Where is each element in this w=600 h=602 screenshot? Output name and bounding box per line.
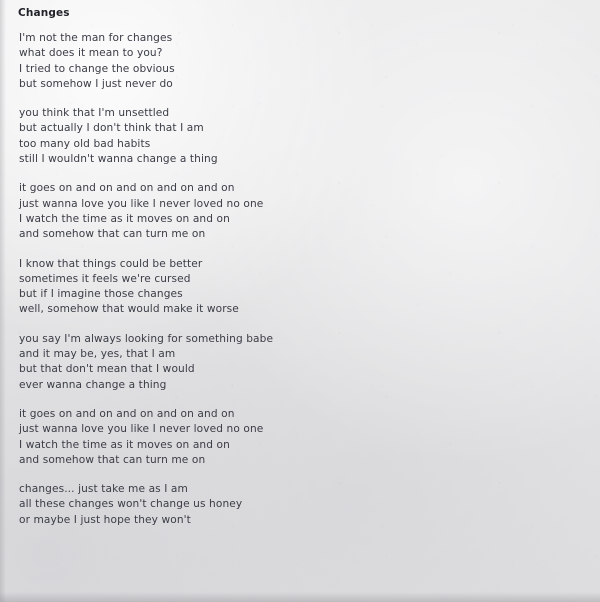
lyric-line: still I wouldn't wanna change a thing (19, 153, 218, 166)
lyric-line: I tried to change the obvious (19, 62, 175, 75)
lyric-line: changes... just take me as I am (19, 483, 188, 496)
lyric-line: ever wanna change a thing (19, 378, 167, 391)
lyric-line: I watch the time as it moves on and on (19, 212, 230, 225)
lyric-line: too many old bad habits (19, 137, 151, 150)
lyric-line: just wanna love you like I never loved no one (19, 197, 264, 210)
song-title: Changes (18, 7, 70, 19)
lyric-line: and somehow that can turn me on (19, 453, 206, 466)
verse (19, 106, 600, 167)
lyric-line: and it may be, yes, that I am (19, 348, 176, 361)
verse (19, 332, 600, 393)
lyric-line: I know that things could be better (19, 257, 203, 270)
lyric-line: it goes on and on and on and on and on (19, 182, 235, 195)
lyric-line: what does it mean to you? (19, 47, 163, 60)
lyric-line: you think that I'm unsettled (19, 107, 170, 120)
lyric-line: and somehow that can turn me on (19, 228, 206, 241)
page-bottom-edge-shadow (0, 592, 600, 602)
lyric-line: but somehow I just never do (19, 77, 173, 90)
verse (19, 257, 600, 318)
lyric-line: I watch the time as it moves on and on (19, 438, 230, 451)
lyric-line: but if I imagine those changes (19, 288, 183, 301)
lyric-line: but that don't mean that I would (19, 363, 195, 376)
verse (19, 482, 600, 528)
lyric-line: you say I'm always looking for something babe (19, 332, 274, 345)
lyric-line: it goes on and on and on and on and on (19, 407, 235, 420)
lyric-line: I'm not the man for changes (19, 32, 173, 44)
lyric-line: just wanna love you like I never loved no one (19, 423, 264, 436)
lyric-line: but actually I don't think that I am (19, 122, 204, 135)
verse (19, 407, 600, 468)
verse-list (19, 31, 600, 528)
lyric-line: well, somehow that would make it worse (19, 303, 239, 316)
verse (19, 31, 600, 92)
verse (19, 181, 600, 242)
lyric-line: all these changes won't change us honey (19, 498, 243, 511)
lyric-line: or maybe I just hope they won't (19, 513, 191, 526)
lyric-line: sometimes it feels we're cursed (19, 272, 191, 285)
